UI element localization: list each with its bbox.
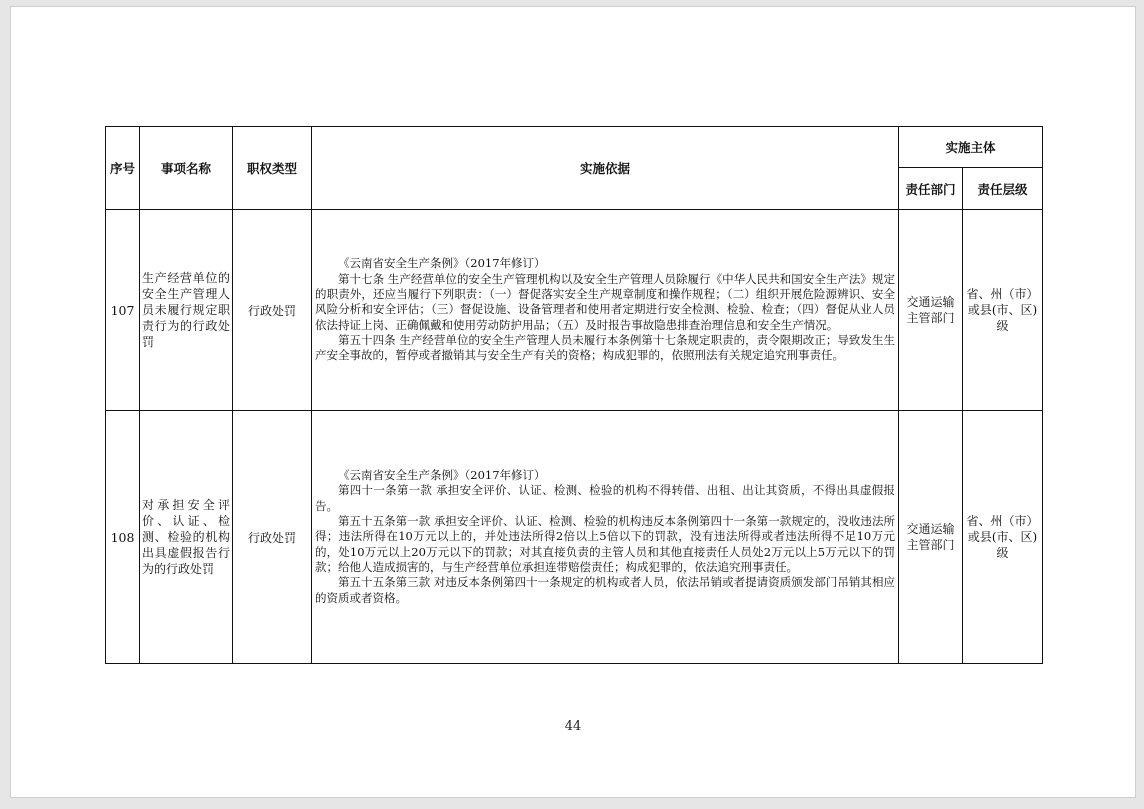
header-name: 事项名称 — [140, 127, 233, 210]
authority-table — [105, 126, 1043, 664]
page-number: 44 — [564, 719, 582, 734]
row-basis — [312, 411, 899, 664]
basis-paragraph: 第十七条 生产经营单位的安全生产管理机构以及安全生产管理人员除履行《中华人民共和国安全生产法》规定的职责外，还应当履行下列职责：（一）督促落实安全生产规章制度和操作规程；（二）组织开展危险源辨识、安全风险分析和安全评估；（三）督促设施、设备管理者和使用者定期进行安全检测、检验、检查；（四）督促从业人员依法持证上岗、正确佩戴和使用劳动防护用品；（五）及时报告事故隐患排查治理信息和安全生产情况。 — [315, 271, 895, 332]
row-dept: 交通运输主管部门 — [899, 210, 963, 411]
header-level: 责任层级 — [963, 168, 1043, 210]
table-row — [106, 210, 1043, 411]
row-dept: 交通运输主管部门 — [899, 411, 963, 664]
basis-paragraph: 第五十五条第一款 承担安全评价、认证、检测、检验的机构违反本条例第四十一条第一款规定的，没收违法所得；违法所得在10万元以上的，并处违法所得2倍以上5倍以下的罚款，没有违法所得或者违法所得不足10万元的，处10万元以上20万元以下的罚款；对其直接负责的主管人员和其他直接责任人员处2万元以上5万元以下的罚款；给他人造成损害的，与生产经营单位承担连带赔偿责任；构成犯罪的，依法追究刑事责任。 — [315, 514, 895, 574]
header-row — [106, 127, 1043, 168]
row-basis — [312, 210, 899, 411]
basis-paragraph: 第五十四条 生产经营单位的安全生产管理人员未履行本条例第十七条规定职责的，责令限期改正；导致发生生产安全事故的，暂停或者撤销其与安全生产有关的资格；构成犯罪的，依照刑法有关规定追究刑事责任。 — [315, 332, 895, 363]
row-type: 行政处罚 — [233, 411, 312, 664]
row-name: 生产经营单位的安全生产管理人员未履行规定职责行为的行政处罚 — [140, 210, 233, 411]
row-type: 行政处罚 — [233, 210, 312, 411]
header-dept: 责任部门 — [899, 168, 963, 210]
table-row — [106, 411, 1043, 664]
row-name: 对承担安全评价、认证、检测、检验的机构出具虚假报告行为的行政处罚 — [140, 411, 233, 664]
row-seq: 108 — [106, 411, 140, 664]
row-level: 省、州（市）或县(市、区)级 — [963, 411, 1043, 664]
row-seq: 107 — [106, 210, 140, 411]
basis-paragraph: 《云南省安全生产条例》（2017年修订） — [338, 256, 546, 271]
document-page — [10, 6, 1136, 798]
basis-paragraph: 第四十一条第一款 承担安全评价、认证、检测、检验的机构不得转借、出租、出让其资质，不得出具虚假报告。 — [315, 483, 895, 513]
basis-paragraph: 《云南省安全生产条例》（2017年修订） — [338, 468, 546, 483]
header-basis: 实施依据 — [312, 127, 899, 210]
header-subject: 实施主体 — [899, 127, 1043, 168]
header-type: 职权类型 — [233, 127, 312, 210]
header-seq: 序号 — [106, 127, 140, 210]
row-level: 省、州（市）或县(市、区)级 — [963, 210, 1043, 411]
basis-paragraph: 第五十五条第三款 对违反本条例第四十一条规定的机构或者人员，依法吊销或者提请资质颁发部门吊销其相应的资质或者资格。 — [315, 575, 895, 605]
